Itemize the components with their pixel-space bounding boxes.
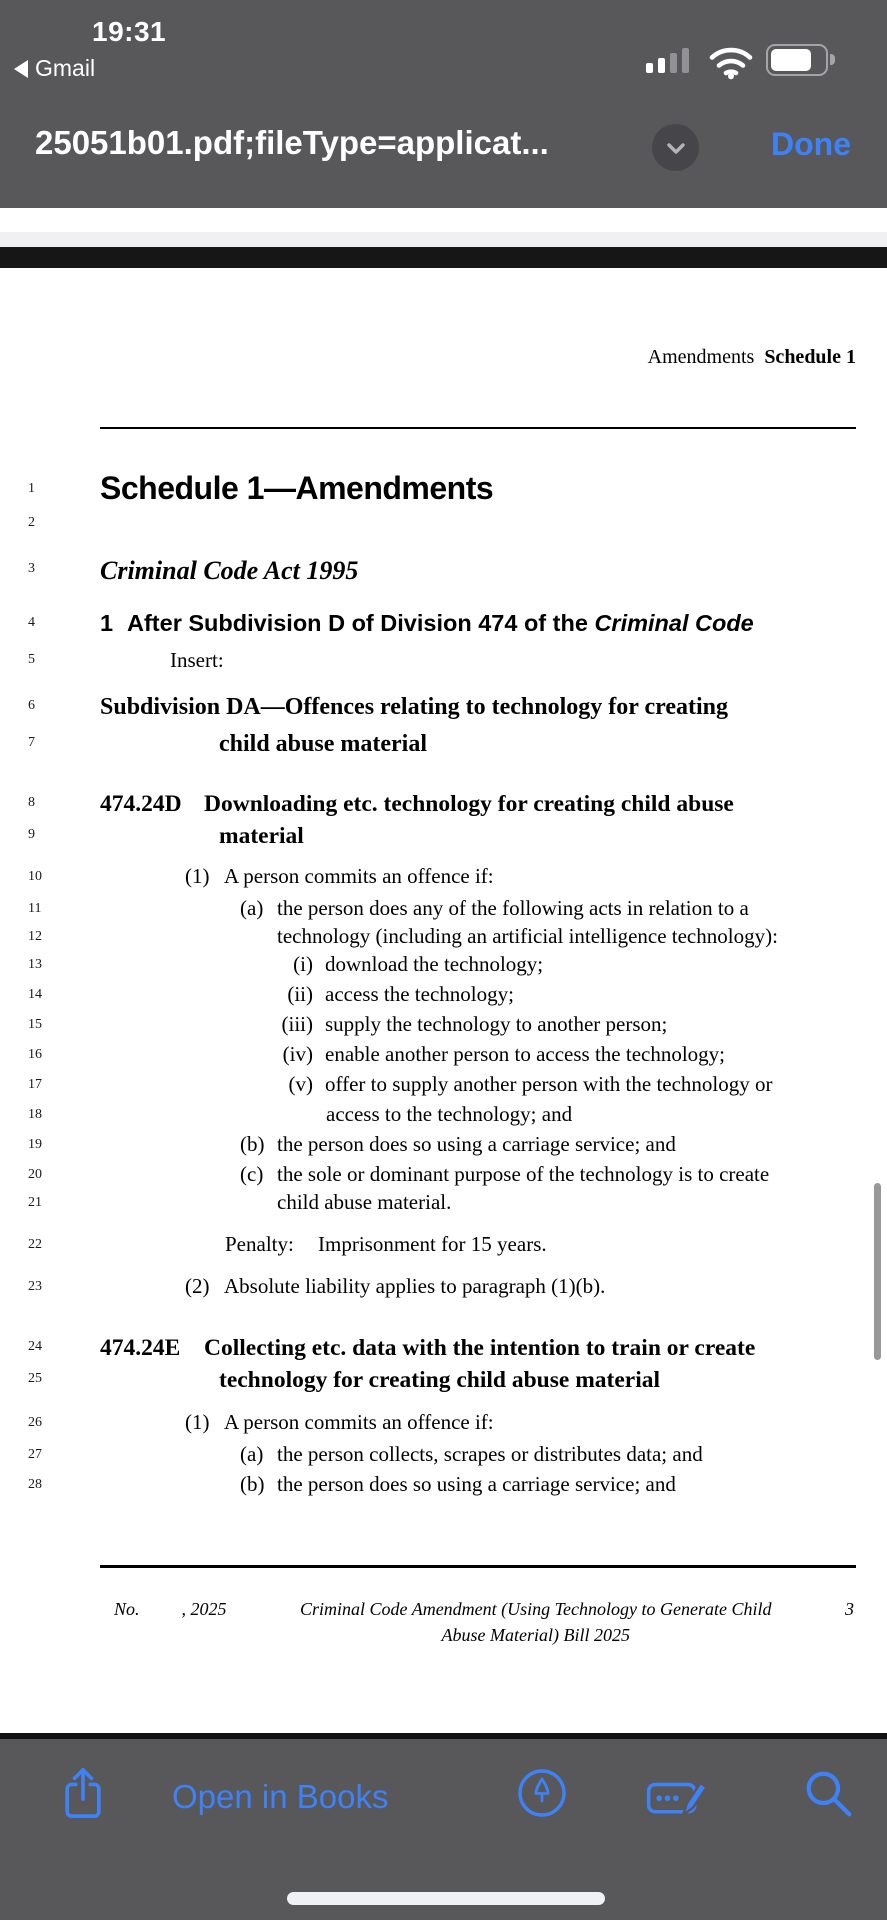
battery-icon xyxy=(766,44,828,76)
document-body xyxy=(28,468,856,1498)
doc-line xyxy=(28,950,856,978)
previous-page-bottom xyxy=(0,208,887,232)
doc-text: the person does so using a carriage service; and xyxy=(277,1472,676,1496)
line-number: 20 xyxy=(28,1167,42,1182)
doc-line xyxy=(28,645,856,675)
line-number: 14 xyxy=(28,987,42,1002)
footer-citation: Criminal Code Amendment (Using Technology to Generate Child Abuse Material) Bill 2025 xyxy=(300,1599,772,1645)
doc-text: the person does any of the following acts in relation to a xyxy=(277,896,749,920)
provision-label: 1 xyxy=(100,610,114,636)
doc-text: Schedule 1—Amendments xyxy=(100,470,494,506)
status-time: 19:31 xyxy=(92,16,167,47)
provision-label: (1) xyxy=(185,1410,210,1434)
line-number: 27 xyxy=(28,1447,42,1462)
line-number: 4 xyxy=(28,615,35,630)
line-number: 8 xyxy=(28,795,35,810)
line-number: 23 xyxy=(28,1279,42,1294)
line-number: 17 xyxy=(28,1077,42,1092)
doc-text: the person collects, scrapes or distributes data; and xyxy=(277,1442,703,1466)
share-button[interactable] xyxy=(60,1765,106,1826)
doc-text: the sole or dominant purpose of the technology is to create xyxy=(277,1162,770,1186)
line-number: 13 xyxy=(28,957,42,972)
doc-line xyxy=(28,1010,856,1038)
doc-text: child abuse material xyxy=(219,731,427,757)
page-gap-separator xyxy=(0,247,887,268)
doc-line xyxy=(28,1364,856,1396)
doc-line xyxy=(28,862,856,890)
back-arrow-icon xyxy=(14,60,28,78)
line-number: 21 xyxy=(28,1195,42,1210)
top-chrome-bar xyxy=(0,0,887,208)
doc-text: technology (including an artificial intelligence technology): xyxy=(277,924,778,948)
line-number: 26 xyxy=(28,1415,42,1430)
doc-text: A person commits an offence if: xyxy=(224,1410,494,1434)
line-number: 22 xyxy=(28,1237,42,1252)
doc-line xyxy=(28,554,856,588)
provision-label: (c) xyxy=(240,1162,264,1186)
doc-line xyxy=(28,1440,856,1468)
chevron-down-icon xyxy=(662,134,690,162)
search-icon xyxy=(802,1767,856,1821)
provision-label: (iv) xyxy=(282,1042,313,1066)
line-number: 24 xyxy=(28,1339,42,1354)
signature-markup-button[interactable] xyxy=(644,1772,714,1823)
search-button[interactable] xyxy=(802,1767,856,1826)
line-number: 3 xyxy=(28,561,35,576)
provision-label: (v) xyxy=(288,1072,313,1096)
provision-label: (1) xyxy=(185,864,210,888)
doc-line xyxy=(28,1160,856,1188)
cellular-signal-icon xyxy=(646,47,694,73)
line-number: 16 xyxy=(28,1047,42,1062)
doc-text: Imprisonment for 15 years. xyxy=(318,1232,547,1256)
document-title: 25051b01.pdf;fileType=applicat... xyxy=(35,124,549,161)
doc-text: download the technology; xyxy=(325,952,544,976)
provision-label: (iii) xyxy=(281,1012,313,1036)
doc-line xyxy=(28,1332,856,1364)
open-in-books-button[interactable]: Open in Books xyxy=(172,1778,389,1815)
bottom-toolbar xyxy=(0,1739,887,1920)
header-rule xyxy=(100,427,856,429)
doc-text: After Subdivision D of Division 474 of the xyxy=(127,610,595,636)
line-number: 25 xyxy=(28,1371,42,1386)
doc-line xyxy=(28,922,856,950)
doc-line xyxy=(28,508,856,554)
page-edge-shadow xyxy=(0,232,887,247)
doc-text: A person commits an offence if: xyxy=(224,864,494,888)
footer-page-number: 3 xyxy=(845,1599,854,1619)
doc-line xyxy=(28,1070,856,1098)
home-indicator[interactable] xyxy=(287,1892,605,1905)
doc-line xyxy=(28,1188,856,1216)
doc-text: enable another person to access the technology; xyxy=(325,1042,726,1066)
doc-line xyxy=(28,894,856,922)
wifi-icon xyxy=(706,44,756,85)
doc-text: Criminal Code Act 1995 xyxy=(100,556,359,585)
doc-text: Collecting etc. data with the intention to train or create xyxy=(204,1335,756,1361)
line-number: 2 xyxy=(28,515,35,530)
doc-text: access to the technology; and xyxy=(326,1102,573,1126)
provision-label: (b) xyxy=(240,1472,265,1496)
doc-text: material xyxy=(219,823,304,849)
running-header-left: Amendments xyxy=(647,346,755,368)
doc-text: Absolute liability applies to paragraph (1)(b). xyxy=(224,1274,606,1298)
doc-line xyxy=(28,1100,856,1128)
doc-text: access the technology; xyxy=(325,982,514,1006)
line-number: 11 xyxy=(28,901,42,916)
doc-text: child abuse material. xyxy=(277,1190,452,1214)
line-number: 18 xyxy=(28,1107,42,1122)
doc-line xyxy=(28,728,856,761)
provision-label: (i) xyxy=(293,952,313,976)
provision-label: (b) xyxy=(240,1132,265,1156)
line-number: 5 xyxy=(28,652,35,667)
footer-bill-number: No. , 2025 xyxy=(114,1599,227,1619)
provision-label: 474.24D xyxy=(100,791,182,817)
doc-text: Criminal Code xyxy=(594,610,754,636)
line-number: 12 xyxy=(28,929,42,944)
doc-text: Subdivision DA—Offences relating to technology for creating xyxy=(100,694,728,720)
markup-pen-button[interactable] xyxy=(516,1767,568,1824)
doc-line xyxy=(28,608,856,639)
line-number: 15 xyxy=(28,1017,42,1032)
line-number: 7 xyxy=(28,735,35,750)
signature-markup-icon xyxy=(644,1772,714,1818)
back-to-gmail-button[interactable] xyxy=(14,55,95,82)
doc-line xyxy=(28,1408,856,1436)
done-button[interactable]: Done xyxy=(771,126,851,162)
doc-line xyxy=(28,1130,856,1158)
share-icon xyxy=(60,1765,106,1821)
line-number: 10 xyxy=(28,869,42,884)
line-number: 6 xyxy=(28,698,35,713)
running-header xyxy=(648,346,856,369)
running-header-right: Schedule 1 xyxy=(764,346,856,368)
line-number: 19 xyxy=(28,1137,42,1152)
line-number: 9 xyxy=(28,827,35,842)
doc-text: Insert: xyxy=(170,648,224,672)
doc-text: Downloading etc. technology for creating child abuse xyxy=(204,791,734,817)
page-footer xyxy=(100,1596,856,1648)
doc-text: supply the technology to another person; xyxy=(325,1012,668,1036)
doc-line xyxy=(28,691,856,724)
scrollbar-thumb[interactable] xyxy=(874,1183,881,1360)
provision-label: (2) xyxy=(185,1274,210,1298)
provision-label: (a) xyxy=(240,1442,264,1466)
doc-line xyxy=(28,1230,856,1258)
pen-nib-circle-icon xyxy=(516,1767,568,1819)
provision-label: Penalty: xyxy=(225,1232,294,1256)
provision-label: (a) xyxy=(240,896,264,920)
pdf-page xyxy=(0,268,887,1733)
provision-label: (ii) xyxy=(287,982,313,1006)
doc-line xyxy=(28,788,856,820)
doc-line xyxy=(28,1040,856,1068)
footer-rule xyxy=(100,1565,856,1568)
doc-text: offer to supply another person with the technology or xyxy=(325,1072,773,1096)
doc-line xyxy=(28,468,856,508)
doc-line xyxy=(28,1470,856,1498)
provision-label: 474.24E xyxy=(100,1335,181,1361)
back-label: Gmail xyxy=(35,55,96,81)
line-number: 1 xyxy=(28,481,35,496)
line-number: 28 xyxy=(28,1477,42,1492)
title-options-button[interactable] xyxy=(652,124,699,171)
doc-line xyxy=(28,980,856,1008)
doc-line xyxy=(28,820,856,852)
doc-text: the person does so using a carriage service; and xyxy=(277,1132,676,1156)
doc-line xyxy=(28,1272,856,1300)
doc-text: technology for creating child abuse material xyxy=(219,1367,661,1393)
